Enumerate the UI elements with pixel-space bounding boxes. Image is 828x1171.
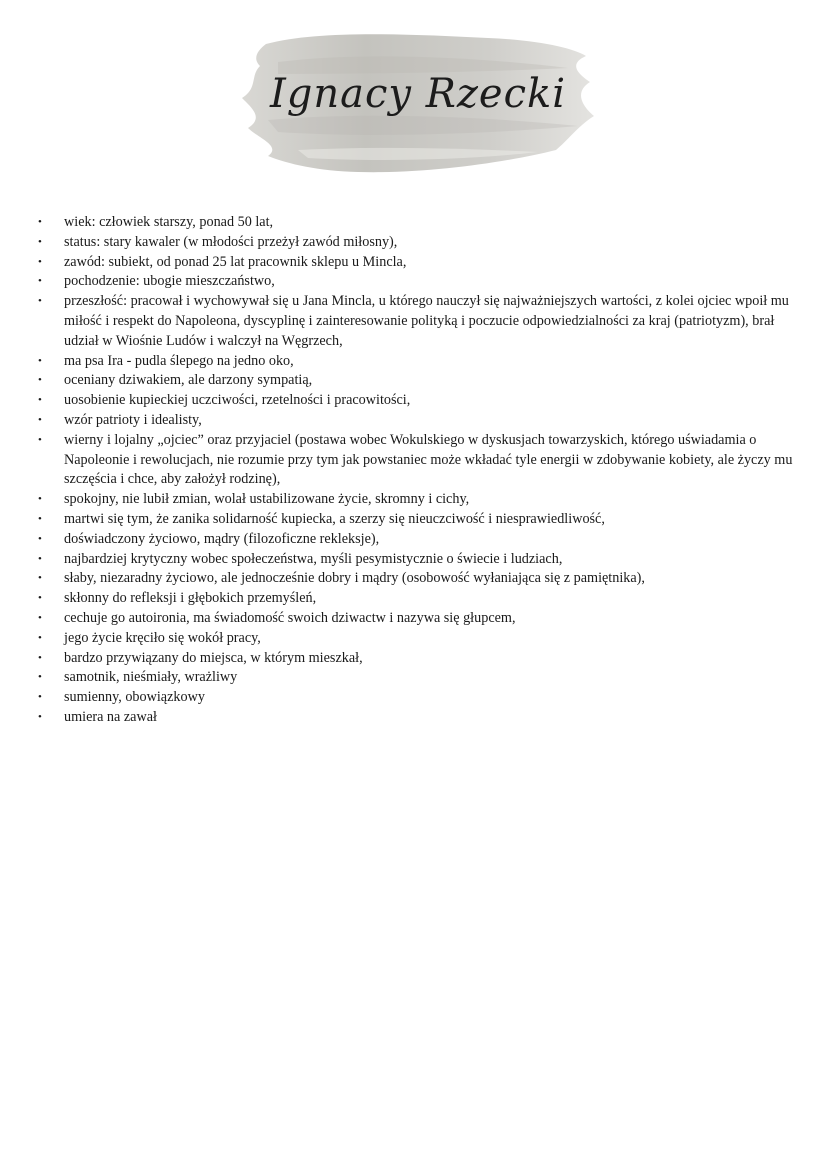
list-item [38,490,798,510]
bullet-icon: • [38,710,42,723]
list-item-text: status: stary kawaler (w młodości przeżył zawód miłosny), [64,233,398,250]
list-item [38,371,798,391]
list-item-text: cechuje go autoironia, ma świadomość swoich dziwactw i nazywa się głupcem, [64,609,516,626]
list-item [38,233,798,253]
list-item-text: ma psa Ira - pudla ślepego na jedno oko, [64,352,294,369]
list-item [38,411,798,431]
bullet-icon: • [38,433,42,446]
list-item-text: uosobienie kupieckiej uczciwości, rzetelności i pracowitości, [64,392,411,409]
list-item [38,391,798,411]
list-item-text: wiek: człowiek starszy, ponad 50 lat, [64,214,274,230]
list-item [38,213,798,233]
list-item [38,510,798,530]
bullet-icon: • [38,216,42,228]
list-item-text: sumienny, obowiązkowy [64,689,205,706]
list-item [38,589,798,609]
list-item-text: pochodzenie: ubogie mieszczaństwo, [64,273,275,290]
bullet-icon: • [38,493,42,506]
bullet-icon: • [38,512,42,525]
list-item [38,668,798,688]
list-item-text: bardzo przywiązany do miejsca, w którym mieszkał, [64,649,363,666]
bullet-icon: • [38,631,42,644]
list-item-text: skłonny do refleksji i głębokich przemyśleń, [64,590,317,607]
bullet-icon: • [38,394,42,407]
bullet-icon: • [38,651,42,664]
list-item [38,272,798,292]
title-banner [238,22,598,190]
list-item-text: zawód: subiekt, od ponad 25 lat pracownik sklepu u Mincla, [64,253,407,270]
list-item [38,431,798,490]
list-item [38,629,798,649]
bullet-icon: • [38,413,42,426]
bullet-icon: • [38,572,42,585]
list-item-text: martwi się tym, że zanika solidarność kupiecka, a szerzy się nieuczciwość i niesprawiedliwość, [64,510,605,527]
list-item-text: przeszłość: pracował i wychowywał się u Jana Mincla, u którego nauczył się najważniejszych wartości, z kolei ojciec wpoił mu miłość i respekt do Napoleona, dyscyplinę i zainteresowanie polityką i poczucie odpowiedzialności za kraj (patriotyzm), brał udział w Wiośnie Ludów i walczył na Węgrzech, [64,293,789,349]
list-item [38,352,798,372]
bullet-icon: • [38,532,42,545]
bullet-icon: • [38,255,42,268]
bullet-icon: • [38,671,42,684]
list-item [38,649,798,669]
bullet-icon: • [38,611,42,624]
list-item [38,609,798,629]
list-item [38,688,798,708]
list-item-text: doświadczony życiowo, mądry (filozoficzne rekleksje), [64,530,380,547]
bullet-icon: • [38,354,42,367]
list-item-text: jego życie kręciło się wokół pracy, [64,629,261,646]
bullet-icon: • [38,374,42,387]
page-title: Ignacy Rzecki [269,71,567,117]
list-item-text: spokojny, nie lubił zmian, wolał ustabilizowane życie, skromny i cichy, [64,491,470,508]
list-item [38,708,798,728]
bullet-icon: • [38,592,42,605]
list-item [38,550,798,570]
bullet-icon: • [38,295,42,308]
list-item-text: oceniany dziwakiem, ale darzony sympatią, [64,372,313,389]
list-item-text: słaby, niezaradny życiowo, ale jednocześnie dobry i mądry (osobowość wyłaniająca się z pamiętnika), [64,570,645,587]
list-item [38,530,798,550]
bullet-icon: • [38,691,42,704]
traits-list [38,213,798,728]
list-item-text: wzór patrioty i idealisty, [64,411,202,428]
bullet-icon: • [38,552,42,565]
bullet-icon: • [38,275,42,288]
list-item [38,292,798,351]
list-item [38,253,798,273]
list-item-text: samotnik, nieśmiały, wrażliwy [64,669,238,686]
list-item-text: wierny i lojalny „ojciec” oraz przyjaciel (postawa wobec Wokulskiego w dyskusjach towarzyskich, którego uświadamia o Napoleonie i rewolucjach, nie rozumie przy tym jak powstaniec może wkładać tyle energii w zdobywanie kobiety, ale życzy mu szczęścia i chce, aby założył rodzinę), [64,431,793,488]
list-item-text: najbardziej krytyczny wobec społeczeństwa, myśli pesymistycznie o świecie i ludziach, [64,550,563,567]
list-item [38,569,798,589]
bullet-icon: • [38,235,42,248]
list-item-text: umiera na zawał [64,708,157,725]
